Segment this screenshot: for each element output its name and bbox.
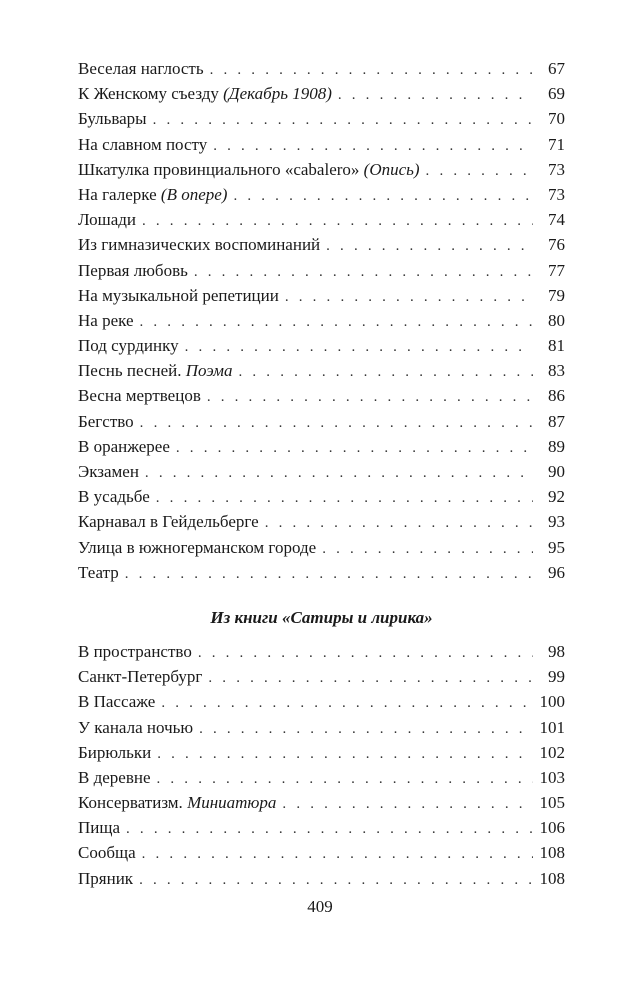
toc-entry-title-text: На реке xyxy=(78,310,134,330)
toc-entry-page: 86 xyxy=(548,386,565,406)
toc-entry-page: 89 xyxy=(548,436,565,456)
toc-entry-title-text: В усадьбе xyxy=(78,487,150,507)
dot-leader xyxy=(326,234,533,259)
toc-entry[interactable] xyxy=(78,383,565,408)
dot-leader xyxy=(199,717,533,742)
toc-entry-title-text: Веселая наглость xyxy=(78,59,204,78)
toc-entry-page: 67 xyxy=(548,59,565,78)
dot-leader xyxy=(208,666,533,691)
dot-leader xyxy=(153,108,533,133)
toc-entry-title xyxy=(78,56,210,81)
toc-entry-title xyxy=(78,182,233,207)
toc-entry[interactable] xyxy=(78,232,565,257)
toc-entry-title xyxy=(78,383,207,408)
toc-entry-title xyxy=(78,157,426,182)
toc-entry[interactable] xyxy=(78,157,565,182)
toc-list xyxy=(78,639,565,891)
toc-entry-page: 73 xyxy=(548,184,565,204)
toc-entry-title-text: Первая любовь xyxy=(78,260,188,280)
toc-entry[interactable] xyxy=(78,689,565,714)
dot-leader xyxy=(198,641,533,666)
toc-entry-page: 105 xyxy=(539,793,565,813)
toc-entry-title-text: Экзамен xyxy=(78,462,139,481)
toc-entry-page: 93 xyxy=(548,512,565,532)
dot-leader xyxy=(140,411,533,436)
toc-entry-title xyxy=(78,560,125,585)
toc-entry[interactable] xyxy=(78,459,565,484)
toc-entry-subtitle: (Декабрь 1908) xyxy=(223,84,332,104)
toc-entry-title xyxy=(78,459,145,484)
dot-leader xyxy=(207,385,533,410)
toc-entry-title xyxy=(78,664,208,689)
toc-entry-page: 73 xyxy=(548,159,565,179)
dot-leader xyxy=(156,486,533,511)
page-number: 409 xyxy=(307,897,333,916)
toc-entry[interactable] xyxy=(78,790,565,815)
toc-entry-title xyxy=(78,81,338,106)
toc-entry-title-text: Из гимназических воспоминаний xyxy=(78,235,321,255)
toc-entry-title-text: В пространство xyxy=(78,641,192,661)
toc-entry-title-text: Лошади xyxy=(78,210,136,230)
toc-entry-title xyxy=(78,840,142,865)
toc-entry[interactable] xyxy=(78,765,565,790)
toc-entry[interactable] xyxy=(78,81,565,106)
toc-entry[interactable] xyxy=(78,283,565,308)
toc-entry-title xyxy=(78,358,239,383)
toc-body xyxy=(78,56,565,891)
dot-leader xyxy=(125,562,533,587)
toc-entry[interactable] xyxy=(78,333,565,358)
dot-leader xyxy=(185,335,533,360)
toc-entry-title-text: В Пассаже xyxy=(78,692,156,712)
toc-entry-title-text: У канала ночью xyxy=(78,717,194,737)
toc-entry-title-text: Санкт-Петербург xyxy=(78,667,203,687)
toc-entry-page: 69 xyxy=(548,84,565,104)
dot-leader xyxy=(282,792,533,817)
toc-entry-page: 71 xyxy=(548,134,565,154)
toc-entry-page: 101 xyxy=(539,717,565,737)
toc-entry[interactable] xyxy=(78,308,565,333)
toc-entry-title-text: Улица в южногерманском городе xyxy=(78,537,317,557)
toc-entry-title xyxy=(78,765,157,790)
dot-leader xyxy=(139,868,533,893)
toc-entry[interactable] xyxy=(78,409,565,434)
toc-entry[interactable] xyxy=(78,56,565,81)
section-heading: Из книги «Сатиры и лирика» xyxy=(210,607,433,627)
toc-entry-title-text: Пряник xyxy=(78,868,134,888)
toc-entry[interactable] xyxy=(78,509,565,534)
toc-entry-title-text: На галерке xyxy=(78,184,157,204)
dot-leader xyxy=(176,436,533,461)
dot-leader xyxy=(145,461,533,486)
toc-entry-title xyxy=(78,207,142,232)
toc-entry-title xyxy=(78,484,156,509)
dot-leader xyxy=(426,159,533,184)
toc-entry-title-text: Бирюльки xyxy=(78,742,152,762)
toc-entry[interactable] xyxy=(78,560,565,585)
toc-entry-page: 100 xyxy=(539,692,565,712)
toc-entry-title-text: Весна мертвецов xyxy=(78,386,201,406)
dot-leader xyxy=(210,58,533,83)
toc-entry-title xyxy=(78,106,153,131)
toc-entry-title-text: На музыкальной репетиции xyxy=(78,285,279,305)
toc-entry-title-text: Сообща xyxy=(78,843,136,863)
toc-entry[interactable] xyxy=(78,639,565,664)
toc-entry-page: 90 xyxy=(548,462,565,481)
toc-entry-title xyxy=(78,283,285,308)
toc-entry[interactable] xyxy=(78,715,565,740)
dot-leader xyxy=(233,184,533,209)
dot-leader xyxy=(265,511,533,536)
dot-leader xyxy=(213,134,533,159)
toc-entry-page: 70 xyxy=(548,109,565,129)
toc-entry-title-text: Песнь песней. xyxy=(78,361,182,381)
toc-entry-page: 87 xyxy=(548,411,565,431)
toc-entry-title xyxy=(78,232,326,257)
dot-leader xyxy=(157,742,533,767)
toc-entry-title xyxy=(78,535,322,560)
toc-entry-page: 74 xyxy=(548,210,565,230)
toc-entry-title xyxy=(78,715,199,740)
dot-leader xyxy=(322,537,533,562)
toc-entry[interactable] xyxy=(78,664,565,689)
toc-entry[interactable] xyxy=(78,840,565,865)
toc-entry-title xyxy=(78,790,282,815)
toc-entry[interactable] xyxy=(78,535,565,560)
toc-entry-page: 80 xyxy=(548,310,565,330)
toc-entry-title-text: В деревне xyxy=(78,767,151,787)
toc-entry-page: 79 xyxy=(548,285,565,305)
toc-entry-title-text: Карнавал в Гейдельберге xyxy=(78,512,259,532)
toc-entry[interactable] xyxy=(78,258,565,283)
toc-entry-page: 102 xyxy=(539,742,565,762)
dot-leader xyxy=(338,83,533,108)
toc-entry-title-text: На славном посту xyxy=(78,134,208,154)
dot-leader xyxy=(285,285,533,310)
dot-leader xyxy=(142,209,533,234)
table-of-contents xyxy=(78,56,565,891)
toc-entry-page: 83 xyxy=(548,361,565,381)
toc-entry-title-text: Театр xyxy=(78,562,119,582)
dot-leader xyxy=(239,360,534,385)
toc-entry-title xyxy=(78,258,194,283)
toc-entry[interactable] xyxy=(78,132,565,157)
toc-entry-page: 76 xyxy=(548,235,565,255)
toc-entry-subtitle: Поэма xyxy=(185,361,233,381)
toc-entry-page: 108 xyxy=(539,868,565,888)
toc-entry-subtitle: (В опере) xyxy=(160,184,228,204)
toc-entry-title-text: Консерватизм. xyxy=(78,793,183,813)
toc-entry-title xyxy=(78,409,140,434)
toc-entry-title-text: К Женскому съезду xyxy=(78,84,219,104)
toc-entry-page: 108 xyxy=(539,843,565,863)
toc-entry-page: 98 xyxy=(548,641,565,661)
toc-entry-title-text: Пища xyxy=(78,818,121,838)
toc-entry-page: 96 xyxy=(548,562,565,582)
toc-list xyxy=(78,56,565,585)
dot-leader xyxy=(126,817,533,842)
toc-entry-title xyxy=(78,866,139,891)
toc-entry-title xyxy=(78,639,198,664)
toc-entry-page: 103 xyxy=(539,767,565,787)
dot-leader xyxy=(161,691,533,716)
toc-entry-title-text: Под сурдинку xyxy=(78,336,179,356)
toc-entry-page: 77 xyxy=(548,260,565,280)
toc-entry-page: 92 xyxy=(548,487,565,507)
toc-entry-title-text: Бегство xyxy=(78,411,134,431)
toc-entry-title xyxy=(78,308,140,333)
dot-leader xyxy=(142,842,533,867)
toc-entry-title xyxy=(78,740,157,765)
toc-entry-subtitle: Миниатюра xyxy=(187,793,277,813)
toc-entry-subtitle: (Опись) xyxy=(363,159,420,179)
toc-entry-title xyxy=(78,509,265,534)
toc-entry[interactable] xyxy=(78,815,565,840)
toc-entry-title xyxy=(78,333,185,358)
toc-entry[interactable] xyxy=(78,358,565,383)
dot-leader xyxy=(140,310,534,335)
toc-entry-title xyxy=(78,434,176,459)
dot-leader xyxy=(157,767,534,792)
toc-entry[interactable] xyxy=(78,740,565,765)
toc-entry-title xyxy=(78,689,161,714)
toc-entry[interactable] xyxy=(78,106,565,131)
toc-entry[interactable] xyxy=(78,866,565,891)
toc-entry[interactable] xyxy=(78,182,565,207)
toc-entry[interactable] xyxy=(78,434,565,459)
toc-entry-page: 81 xyxy=(548,336,565,356)
toc-entry-title xyxy=(78,132,213,157)
dot-leader xyxy=(194,260,533,285)
toc-entry-page: 95 xyxy=(548,537,565,557)
toc-entry-page: 99 xyxy=(548,667,565,687)
toc-entry[interactable] xyxy=(78,484,565,509)
toc-entry-title-text: Шкатулка провинциального «cabalero» xyxy=(78,159,360,179)
toc-entry-title-text: Бульвары xyxy=(78,109,147,129)
toc-entry[interactable] xyxy=(78,207,565,232)
toc-entry-title xyxy=(78,815,126,840)
toc-entry-page: 106 xyxy=(539,818,565,838)
toc-entry-title-text: В оранжерее xyxy=(78,436,170,456)
